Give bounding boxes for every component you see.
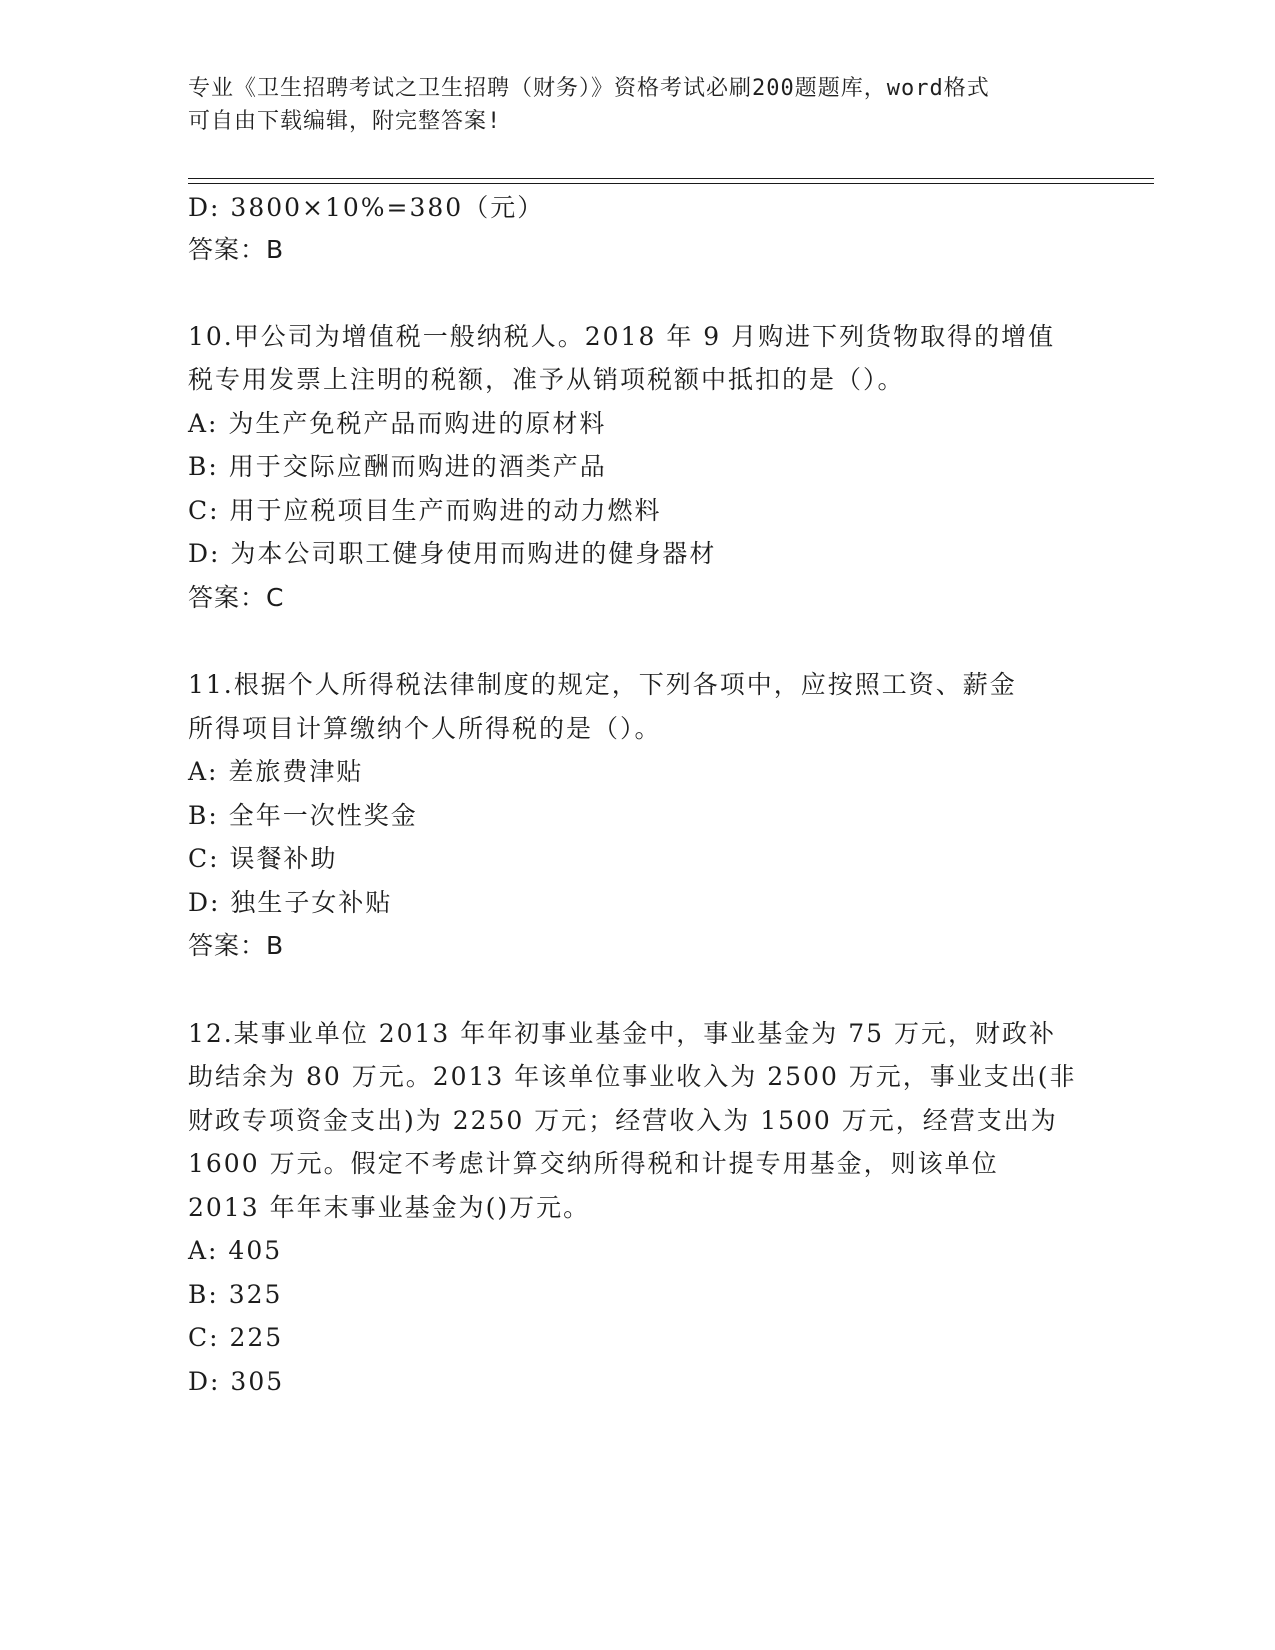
q12-option-d: D: 305 xyxy=(188,1367,285,1396)
header-rule-top xyxy=(188,178,1154,179)
q10-option-c: C: 用于应税项目生产而购进的动力燃料 xyxy=(188,496,662,525)
prev-option-d: D: 3800×10%=380（元） xyxy=(188,193,545,222)
q12-option-c: C: 225 xyxy=(188,1323,284,1352)
document-header xyxy=(188,72,1088,138)
q11-stem-line-1: 11.根据个人所得税法律制度的规定，下列各项中，应按照工资、薪金 xyxy=(188,670,1017,699)
q12-option-b: B: 325 xyxy=(188,1280,283,1309)
header-line-2: 可自由下载编辑，附完整答案! xyxy=(188,109,502,134)
q10-option-a: A: 为生产免税产品而购进的原材料 xyxy=(188,409,607,438)
header-rule-bottom xyxy=(188,183,1154,184)
q11-option-a: A: 差旅费津贴 xyxy=(188,757,364,786)
q11-option-c: C: 误餐补助 xyxy=(188,844,338,873)
q12-stem-line-4: 1600 万元。假定不考虑计算交纳所得税和计提专用基金，则该单位 xyxy=(188,1149,999,1178)
q10-stem-line-2: 税专用发票上注明的税额，准予从销项税额中抵扣的是（）。 xyxy=(188,365,905,394)
header-line-1: 专业《卫生招聘考试之卫生招聘（财务）》资格考试必刷200题题库，word格式 xyxy=(188,76,990,101)
q11-stem-line-2: 所得项目计算缴纳个人所得税的是（）。 xyxy=(188,714,662,743)
q12-stem-line-3: 财政专项资金支出)为 2250 万元；经营收入为 1500 万元，经营支出为 xyxy=(188,1106,1058,1135)
q12-option-a: A: 405 xyxy=(188,1236,283,1265)
q10-option-b: B: 用于交际应酬而购进的酒类产品 xyxy=(188,452,607,481)
q12-stem-line-5: 2013 年年末事业基金为()万元。 xyxy=(188,1193,591,1222)
q11-answer: 答案：B xyxy=(188,931,285,960)
q10-option-d: D: 为本公司职工健身使用而购进的健身器材 xyxy=(188,539,717,568)
q10-stem-line-1: 10.甲公司为增值税一般纳税人。2018 年 9 月购进下列货物取得的增值 xyxy=(188,322,1056,351)
q12-stem-line-2: 助结余为 80 万元。2013 年该单位事业收入为 2500 万元，事业支出(非 xyxy=(188,1062,1077,1091)
q11-option-d: D: 独生子女补贴 xyxy=(188,888,393,917)
q10-answer: 答案：C xyxy=(188,583,285,612)
q12-stem-line-1: 12.某事业单位 2013 年年初事业基金中，事业基金为 75 万元，财政补 xyxy=(188,1019,1056,1048)
q11-option-b: B: 全年一次性奖金 xyxy=(188,801,418,830)
prev-answer: 答案：B xyxy=(188,235,285,264)
